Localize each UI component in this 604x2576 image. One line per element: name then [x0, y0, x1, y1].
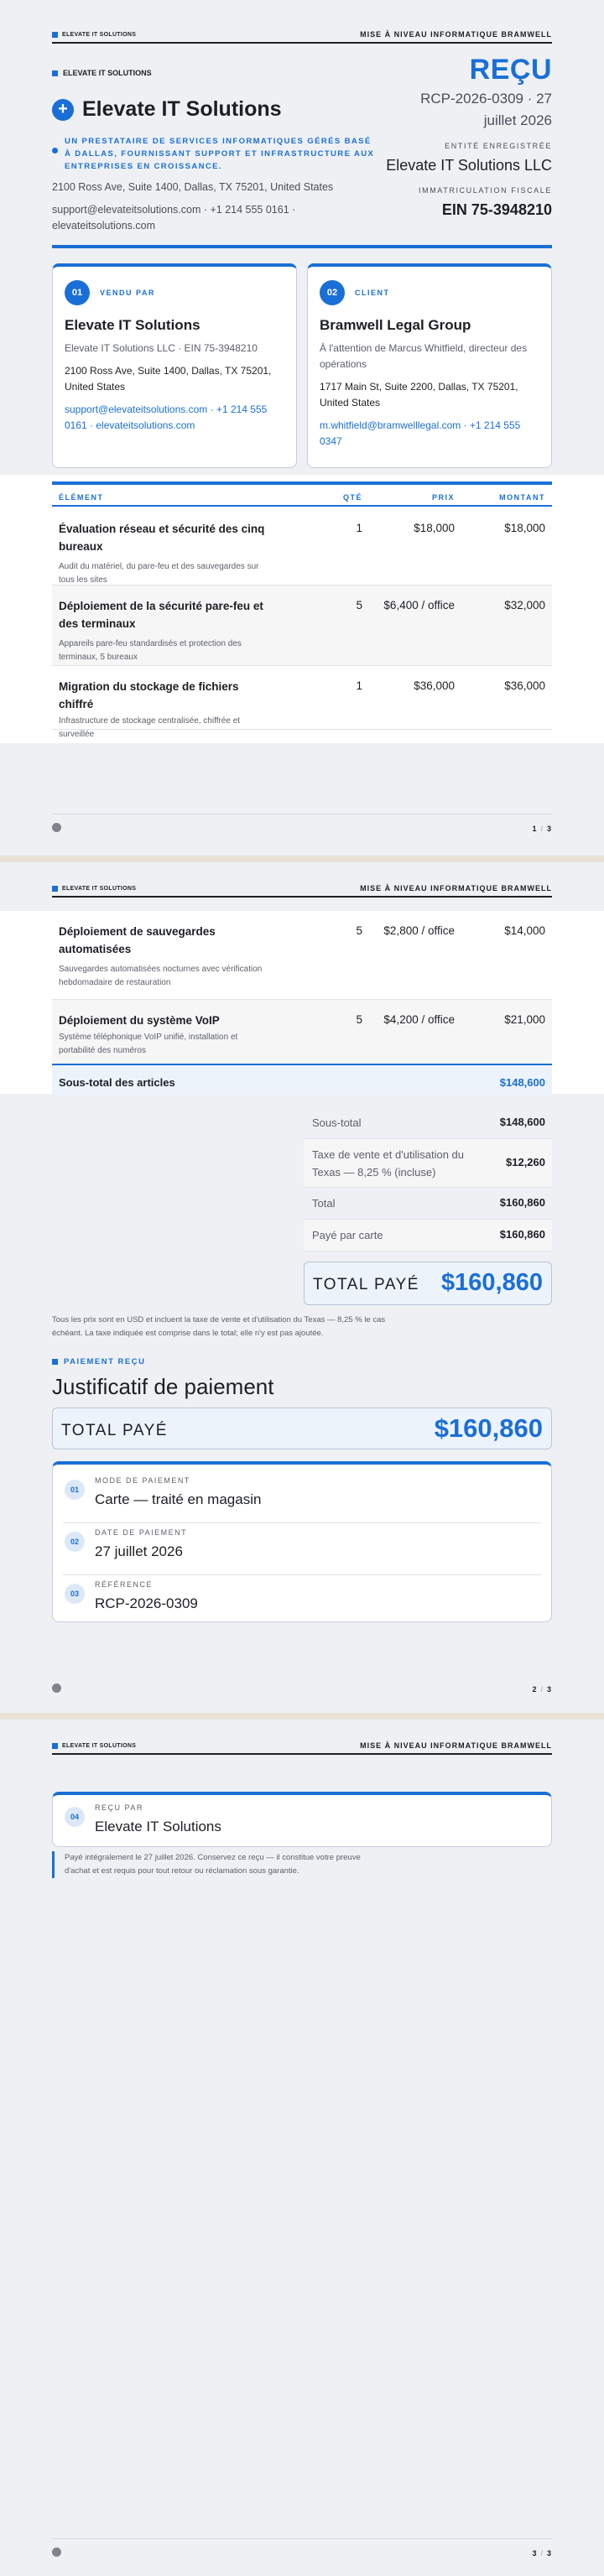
- client-badge: 02: [320, 280, 345, 305]
- row-description: [59, 520, 268, 587]
- col-amount-header: MONTANT: [499, 493, 545, 502]
- row-price: $36,000: [414, 679, 455, 692]
- row-title: Déploiement de sauvegardes automatisées: [59, 925, 216, 955]
- running-header-brand-text: ELEVATE IT SOLUTIONS: [62, 886, 137, 892]
- total-paid-banner-value: $160,860: [434, 1413, 543, 1443]
- table-row: [52, 1000, 552, 1064]
- company-contact-line-1: support@elevateitsolutions.com · +1 214 555 0161 ·: [52, 204, 296, 216]
- page-number-total: 3: [546, 2549, 552, 2558]
- company-brand-small-text: ELEVATE IT SOLUTIONS: [63, 69, 152, 77]
- table-row: [52, 585, 552, 666]
- totals-label: Total: [312, 1197, 336, 1210]
- page-number: [532, 1685, 552, 1694]
- tax-note: Tous les prix sont en USD et incluent la taxe de vente et d'utilisation du Texas — 8,25 % le cas échéant. La taxe indiquée est comprise dans le total; elle n'y est pas ajoutée.: [52, 1315, 386, 1338]
- seller-label: VENDU PAR: [100, 289, 155, 297]
- items-table-header: [52, 481, 552, 507]
- brand-square-icon: [52, 886, 58, 892]
- total-paid-banner-label: TOTAL PAYÉ: [61, 1422, 168, 1439]
- footer-dot-icon: [52, 2547, 61, 2557]
- detail-number: 04: [65, 1807, 85, 1827]
- detail-value: Carte — traité en magasin: [95, 1491, 262, 1507]
- total-paid-banner: [52, 1408, 552, 1449]
- table-row: [52, 508, 552, 585]
- detail-number: 01: [65, 1480, 85, 1500]
- row-subtitle: Appareils pare-feu standardisés et protection des terminaux, 5 bureaux: [59, 639, 242, 662]
- items-subtotal: [52, 1064, 552, 1095]
- totals-summary: [304, 1107, 552, 1252]
- totals-value: $160,860: [499, 1196, 545, 1209]
- seller-name: Elevate IT Solutions: [65, 317, 200, 333]
- row-subtitle: Audit du matériel, du pare-feu et des sauvegardes sur tous les sites: [59, 562, 259, 585]
- running-header-title: MISE À NIVEAU INFORMATIQUE BRAMWELL: [360, 884, 552, 892]
- brand-square-icon: [52, 1743, 58, 1749]
- col-price-header: PRIX: [431, 493, 455, 502]
- company-address: 2100 Ross Ave, Suite 1400, Dallas, TX 75201, United States: [52, 181, 334, 193]
- row-description: [59, 1012, 268, 1058]
- payment-details-card: [52, 1461, 552, 1622]
- row-price: $6,400 / office: [383, 599, 455, 611]
- company-contact-line-2: elevateitsolutions.com: [52, 220, 155, 232]
- totals-label: Payé par carte: [312, 1229, 383, 1241]
- row-price: $4,200 / office: [383, 1013, 455, 1026]
- items-table-continued: [0, 911, 604, 1094]
- tax-id-label: IMMATRICULATION FISCALE: [419, 186, 552, 195]
- row-amount: $18,000: [504, 522, 545, 534]
- running-header-title: MISE À NIVEAU INFORMATIQUE BRAMWELL: [360, 30, 552, 39]
- total-paid-label: TOTAL PAYÉ: [313, 1276, 419, 1293]
- page-number-total: 3: [546, 1685, 552, 1694]
- entity-label: ENTITÉ ENREGISTRÉE: [445, 142, 552, 150]
- row-description: [59, 923, 268, 990]
- client-address: 1717 Main St, Suite 2200, Dallas, TX 75201, United States: [320, 381, 518, 409]
- row-amount: $14,000: [504, 924, 545, 937]
- detail-value: 27 juillet 2026: [95, 1543, 183, 1559]
- company-tagline-text: UN PRESTATAIRE DE SERVICES INFORMATIQUES GÉRÉS BASÉ À DALLAS, FOURNISSANT SUPPORT ET INFRASTRUCTURE AUX ENTREPRISES EN CROISSANCE.: [65, 137, 375, 171]
- page-3: [0, 1720, 604, 2576]
- totals-row: [304, 1188, 552, 1220]
- bullet-dot-icon: [52, 148, 58, 154]
- detail-number: 02: [65, 1532, 85, 1552]
- page-footer: [52, 2538, 552, 2558]
- page-1: [0, 0, 604, 856]
- detail-label: DATE DE PAIEMENT: [95, 1528, 188, 1537]
- receipt-meta: [351, 54, 552, 219]
- totals-row: [304, 1139, 552, 1188]
- page-number: [532, 825, 552, 833]
- page-number-current: 3: [532, 2549, 538, 2558]
- row-description: [59, 597, 268, 664]
- row-amount: $21,000: [504, 1013, 545, 1026]
- row-amount: $36,000: [504, 679, 545, 692]
- company-name: Elevate IT Solutions: [82, 97, 282, 121]
- row-amount: $32,000: [504, 599, 545, 611]
- table-row: [52, 911, 552, 1000]
- row-title: Déploiement du système VoIP: [59, 1014, 220, 1027]
- entity-value: Elevate IT Solutions LLC: [386, 157, 552, 174]
- row-title: Déploiement de la sécurité pare-feu et des terminaux: [59, 600, 263, 630]
- totals-row: [304, 1107, 552, 1139]
- row-description: [59, 678, 268, 742]
- client-card-heading: [320, 280, 539, 305]
- page-number-total: 3: [546, 825, 552, 833]
- seller-contact[interactable]: support@elevateitsolutions.com · +1 214 555 0161 · elevateitsolutions.com: [65, 403, 268, 431]
- payment-title: Justificatif de paiement: [52, 1374, 274, 1399]
- totals-value: $12,260: [506, 1156, 545, 1168]
- totals-label: Taxe de vente et d'utilisation du Texas — 8,25 % (incluse): [312, 1148, 464, 1179]
- row-price: $2,800 / office: [383, 924, 455, 937]
- row-qty: 1: [356, 522, 362, 534]
- row-qty: 1: [356, 679, 362, 692]
- client-name: Bramwell Legal Group: [320, 317, 471, 333]
- payment-detail-row: [63, 1580, 541, 1617]
- seller-address: 2100 Ross Ave, Suite 1400, Dallas, TX 75201, United States: [65, 365, 272, 393]
- eyebrow-square-icon: [52, 1359, 58, 1365]
- brand-square-icon: [52, 70, 58, 76]
- seller-card: [52, 263, 297, 468]
- running-header: [52, 1720, 552, 1755]
- row-subtitle: Sauvegardes automatisées nocturnes avec vérification hebdomadaire de restauration: [59, 965, 263, 987]
- row-qty: 5: [356, 599, 362, 611]
- payment-eyebrow: [52, 1357, 145, 1366]
- totals-value: $148,600: [499, 1116, 545, 1128]
- footer-dot-icon: [52, 1684, 61, 1693]
- payment-detail-row: [63, 1476, 541, 1523]
- row-subtitle: Système téléphonique VoIP unifié, installation et portabilité des numéros: [59, 1033, 238, 1055]
- running-header-brand: [52, 1743, 136, 1749]
- issued-by-card: [52, 1792, 552, 1847]
- client-card: [307, 263, 552, 468]
- page-number: [532, 2549, 552, 2558]
- col-item-header: ÉLÉMENT: [59, 493, 104, 502]
- company-brand-small: [52, 69, 379, 77]
- page-number-current: 2: [532, 1685, 538, 1694]
- row-title: Évaluation réseau et sécurité des cinq bureaux: [59, 523, 265, 553]
- client-attention: À l'attention de Marcus Whitfield, directeur des opérations: [320, 342, 528, 370]
- header-rule: [52, 245, 552, 248]
- tax-id-value: EIN 75-3948210: [441, 201, 552, 218]
- running-header: [52, 862, 552, 898]
- row-subtitle: Infrastructure de stockage centralisée, chiffrée et surveillée: [59, 716, 241, 739]
- company-header: [52, 69, 379, 234]
- detail-label: RÉFÉRENCE: [95, 1580, 154, 1589]
- detail-number: 03: [65, 1584, 85, 1604]
- total-paid-box: [304, 1262, 552, 1305]
- running-header-brand-text: ELEVATE IT SOLUTIONS: [62, 1743, 137, 1749]
- totals-value: $160,860: [499, 1228, 545, 1241]
- page-footer: [52, 814, 552, 833]
- detail-value: RCP-2026-0309: [95, 1595, 198, 1611]
- page-separator: [0, 856, 604, 862]
- client-contact[interactable]: m.whitfield@bramwelllegal.com · +1 214 555 0347: [320, 419, 521, 447]
- payment-detail-row: [63, 1528, 541, 1575]
- detail-label: REÇU PAR: [95, 1803, 143, 1812]
- receipt-doc-type: REÇU: [469, 54, 552, 86]
- running-header-brand: [52, 32, 136, 38]
- page-number-separator: /: [540, 825, 544, 833]
- seller-badge: 01: [65, 280, 90, 305]
- seller-legal: Elevate IT Solutions LLC · EIN 75-3948210: [65, 342, 258, 354]
- items-table-band: [0, 475, 604, 743]
- table-row: [52, 666, 552, 739]
- detail-value: Elevate IT Solutions: [95, 1819, 221, 1834]
- totals-row: [304, 1220, 552, 1252]
- seller-card-heading: [65, 280, 284, 305]
- running-header-brand: [52, 886, 136, 892]
- total-paid-value: $160,860: [441, 1269, 543, 1296]
- row-title: Migration du stockage de fichiers chiffré: [59, 680, 239, 710]
- row-qty: 5: [356, 1013, 362, 1026]
- closing-note: Payé intégralement le 27 juillet 2026. Conservez ce reçu — il constitue votre preuve d'achat et est requis pour tout retour ou réclamation sous garantie.: [52, 1851, 388, 1878]
- company-logo-row: [52, 97, 379, 122]
- footer-dot-icon: [52, 823, 61, 832]
- client-label: CLIENT: [355, 289, 390, 297]
- running-header-title: MISE À NIVEAU INFORMATIQUE BRAMWELL: [360, 1741, 552, 1750]
- detail-label: MODE DE PAIEMENT: [95, 1476, 190, 1485]
- payment-eyebrow-text: PAIEMENT REÇU: [64, 1357, 146, 1366]
- running-header-brand-text: ELEVATE IT SOLUTIONS: [62, 32, 137, 38]
- plus-logo-icon: +: [52, 99, 74, 121]
- company-contact: [52, 202, 379, 234]
- company-tagline: [52, 135, 379, 173]
- running-header: [52, 8, 552, 44]
- page-number-current: 1: [532, 825, 538, 833]
- col-qty-header: QTÉ: [342, 493, 362, 502]
- items-subtotal-value: $148,600: [499, 1076, 545, 1089]
- page-number-separator: /: [540, 2549, 544, 2558]
- page-separator: [0, 1713, 604, 1720]
- row-price: $18,000: [414, 522, 455, 534]
- page-number-separator: /: [540, 1685, 544, 1694]
- receipt-date: juillet 2026: [483, 112, 552, 128]
- issued-by-row: [63, 1803, 541, 1840]
- totals-label: Sous-total: [312, 1116, 362, 1129]
- receipt-number: RCP-2026-0309 · 27: [420, 91, 552, 107]
- items-subtotal-label: Sous-total des articles: [59, 1076, 175, 1089]
- row-qty: 5: [356, 924, 362, 937]
- brand-square-icon: [52, 32, 58, 38]
